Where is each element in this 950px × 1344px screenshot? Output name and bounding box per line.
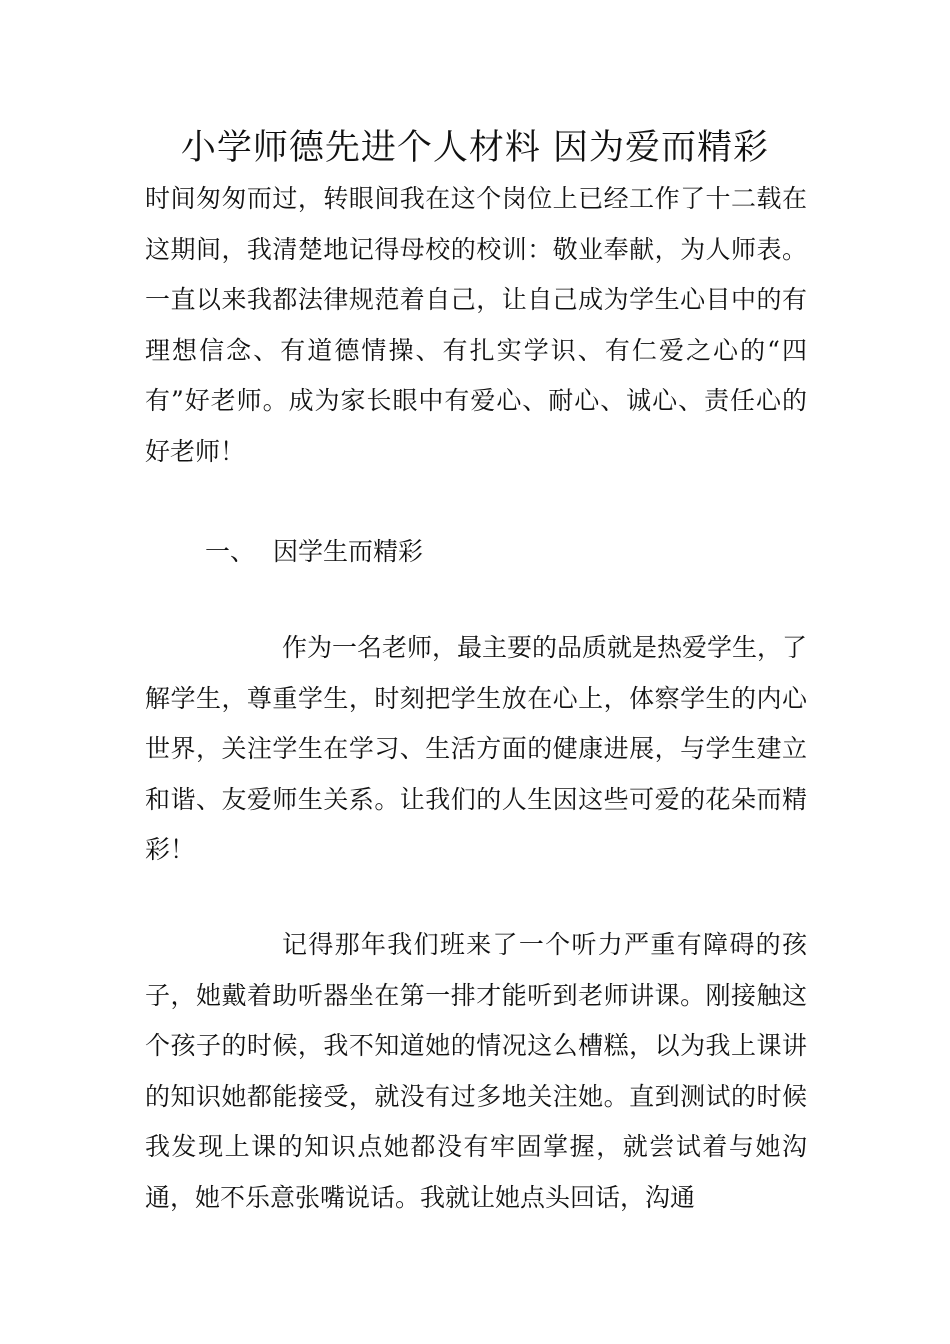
document-title: 小学师德先进个人材料 因为爱而精彩 [180,128,770,168]
section-heading [205,527,423,577]
intro-paragraph: 时间匆匆而过，转眼间我在这个岗位上已经工作了十二载在这期间，我清楚地记得母校的校训：敬业奉献，为人师表。一直以来我都法律规范着自己，让自己成为学生心目中的有理想信念、有道德情操、有扎实学识、有仁爱之心的“四有”好老师。成为家长眼中有爱心、耐心、诚心、责任心的好老师！ [145,184,807,466]
body-paragraph-1: 作为一名老师，最主要的品质就是热爱学生，了解学生，尊重学生，时刻把学生放在心上，体察学生的内心世界，关注学生在学习、生活方面的健康进展，与学生建立和谐、友爱师生关系。让我们的人生因这些可爱的花朵而精彩！ [145,633,808,864]
body-paragraph-2: 记得那年我们班来了一个听力严重有障碍的孩子，她戴着助听器坐在第一排才能听到老师讲课。刚接触这个孩子的时候，我不知道她的情况这么槽糕，以为我上课讲的知识她都能接受，就没有过多地关注她。直到测试的时候我发现上课的知识点她都没有牢固掌握，就尝试着与她沟通，她不乐意张嘴说话。我就让她点头回话，沟通 [145,930,807,1212]
section-number: 一、 [205,537,256,566]
section-title: 因学生而精彩 [273,537,424,566]
